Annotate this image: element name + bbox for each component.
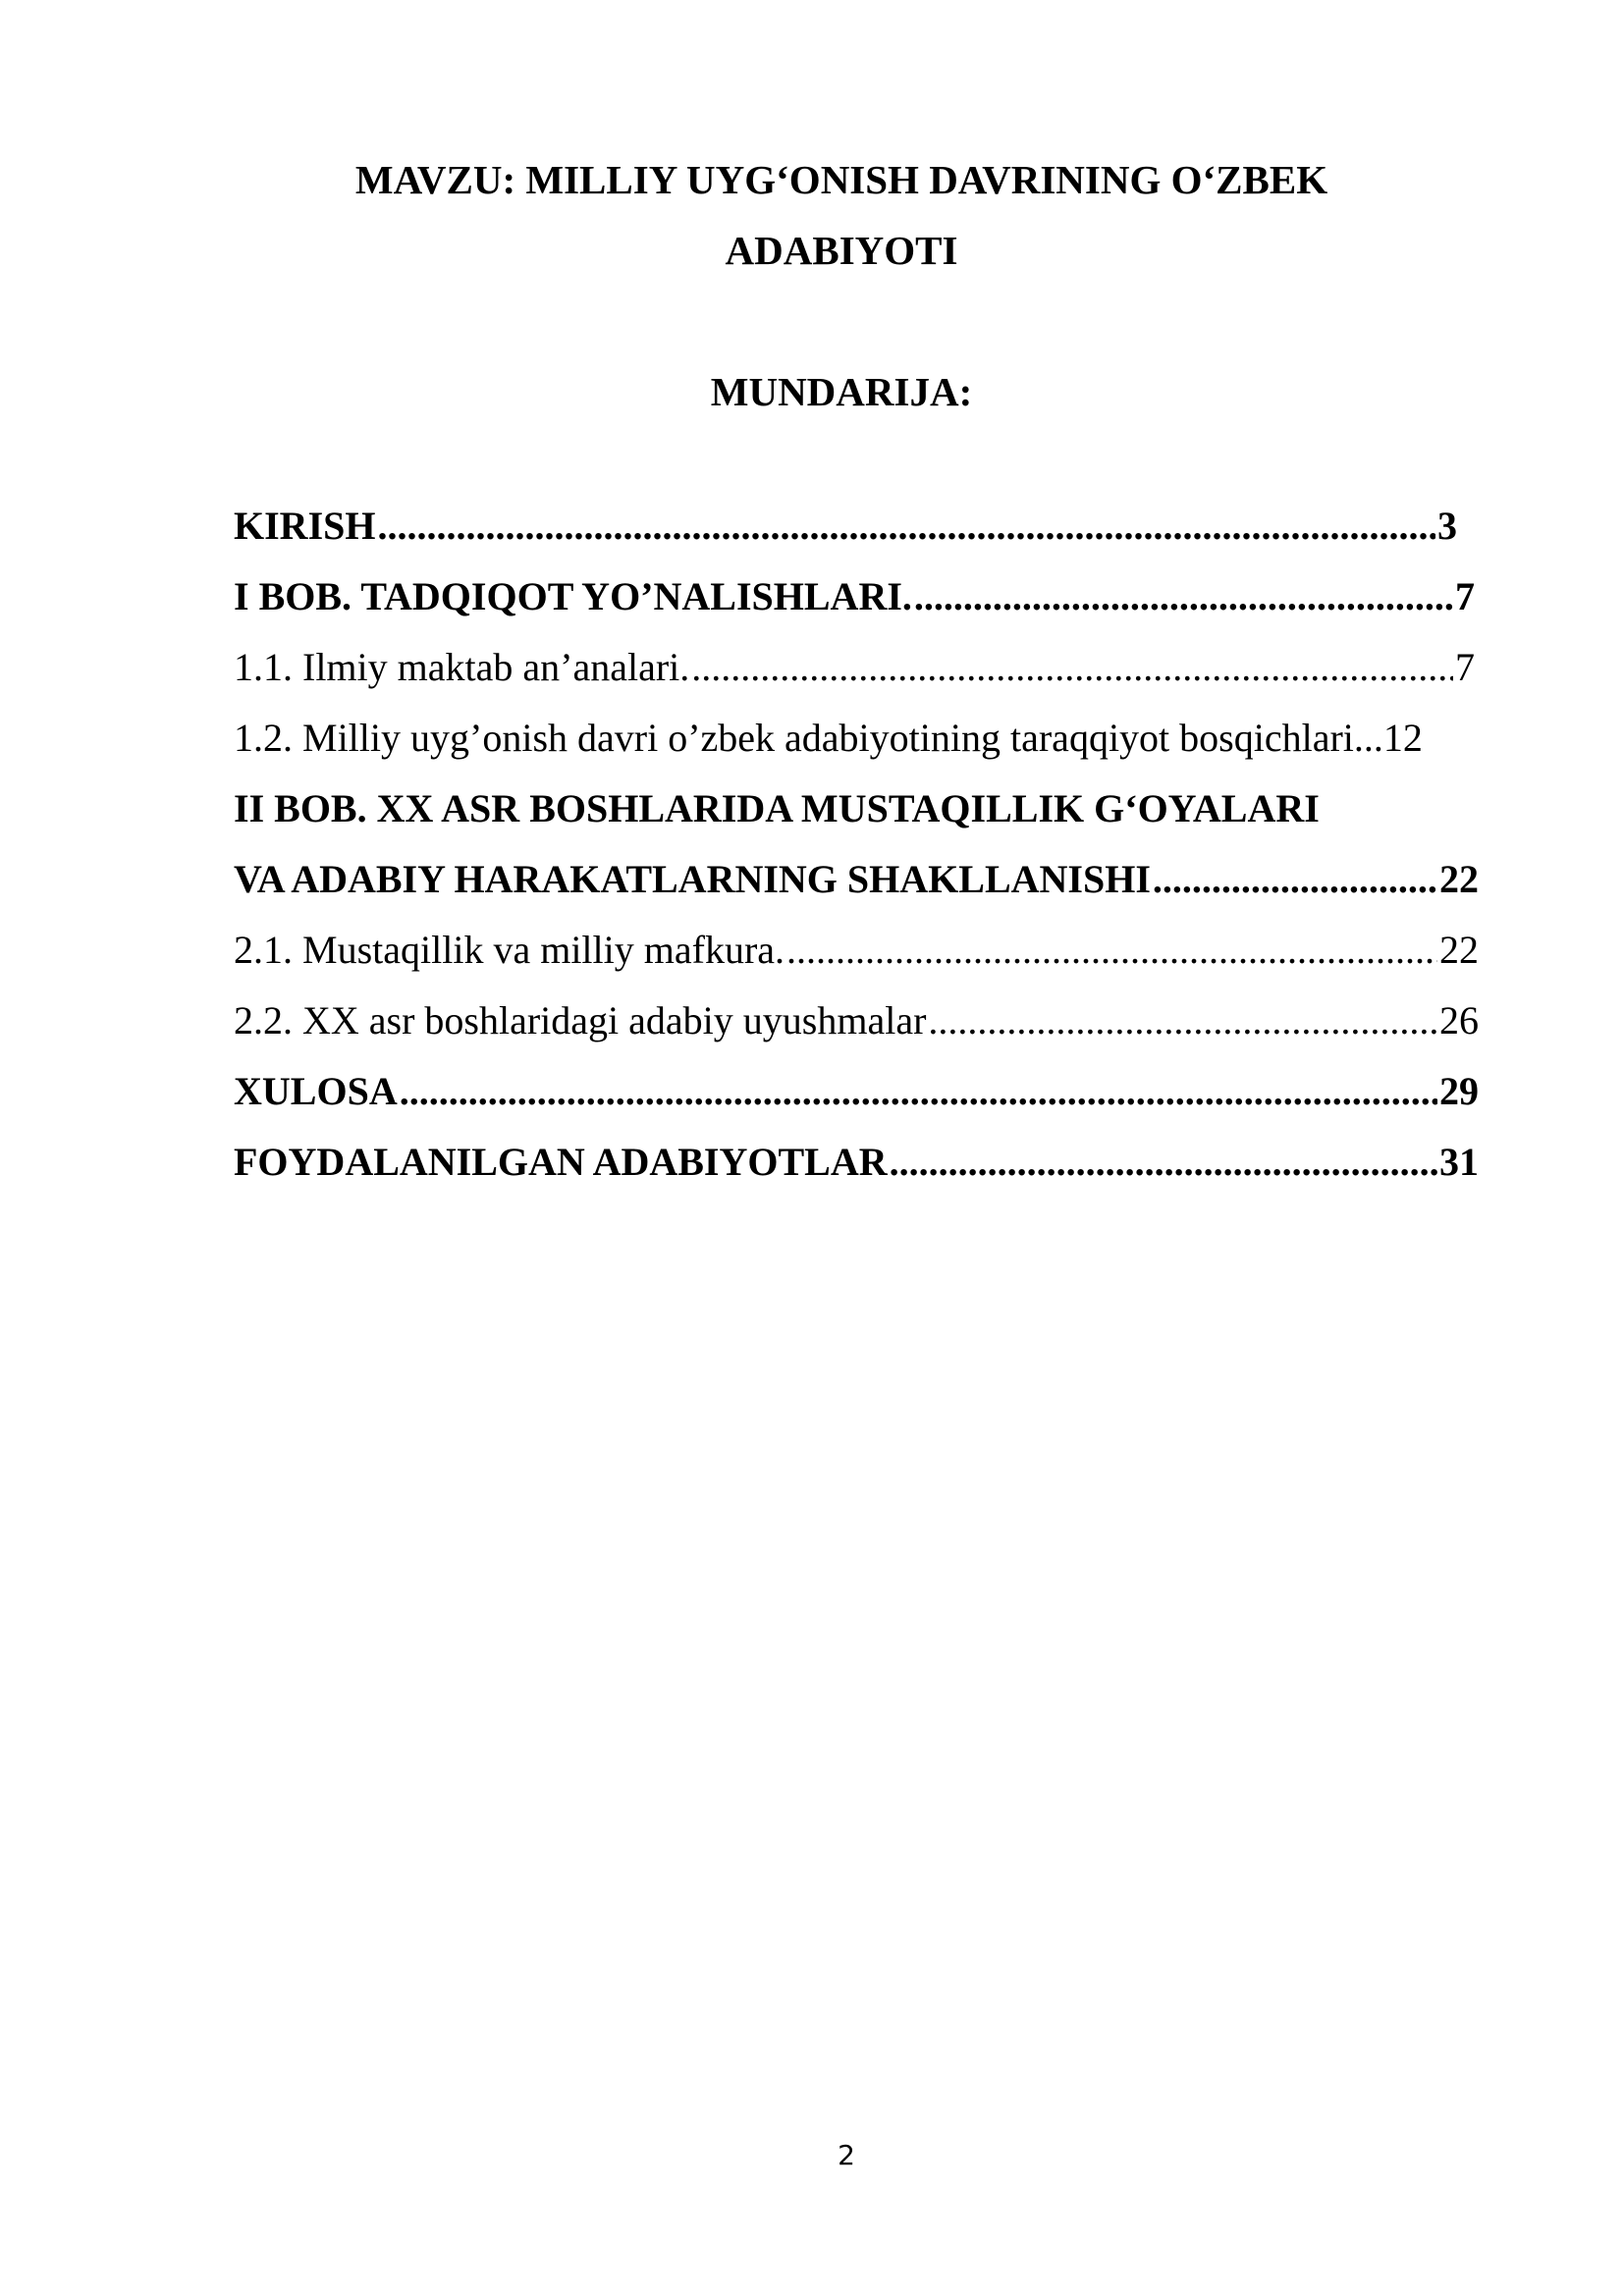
document-title-line-2: ADABIYOTI: [725, 228, 958, 273]
toc-entry-kirish[interactable]: [234, 499, 1457, 554]
toc-entry-page: 29: [1439, 1069, 1479, 1113]
contents-heading: MUNDARIJA:: [710, 369, 973, 414]
toc-entry-page: 7: [1455, 574, 1475, 618]
toc-entry-page: 22: [1439, 857, 1479, 901]
document-title-line-1: MAVZU: MILLIY UYG‘ONISH DAVRINING O‘ZBEK: [354, 157, 1328, 202]
toc-entry-label: 1.1. Ilmiy maktab an’analari.: [234, 645, 690, 689]
dot-leader: [1153, 852, 1437, 907]
toc-entry-label: KIRISH: [234, 504, 376, 548]
dot-leader: [928, 993, 1437, 1048]
dot-leader: [378, 499, 1436, 554]
toc-entry-page: 3: [1437, 504, 1457, 548]
toc-entry-chapter-2[interactable]: [234, 852, 1479, 907]
dot-leader: [786, 923, 1437, 978]
toc-entry-chapter-1[interactable]: [234, 569, 1475, 624]
toc-entry-references[interactable]: [234, 1135, 1479, 1190]
toc-entry-page-number: 12: [1382, 716, 1423, 760]
toc-entry-label: 1.2. Milliy uyg’onish davri o’zbek adabiyotining taraqqiyot bosqichlari: [234, 716, 1354, 760]
toc-entry-page: 26: [1439, 998, 1479, 1042]
toc-entry-label: I BOB. TADQIQOT YO’NALISHLARI.: [234, 574, 912, 618]
toc-entry-label: II BOB. XX ASR BOSHLARIDA MUSTAQILLIK G‘OYALARI: [234, 786, 1320, 830]
toc-entry-page: 22: [1439, 928, 1479, 972]
dot-leader: [691, 640, 1453, 695]
toc-entry-page: 31: [1439, 1140, 1479, 1184]
toc-entry-1-1[interactable]: [234, 640, 1475, 695]
toc-entry-label: 2.2. XX asr boshlaridagi adabiy uyushmalar: [234, 998, 927, 1042]
toc-entry-label: VA ADABIY HARAKATLARNING SHAKLLANISHI: [234, 857, 1151, 901]
page-number: 2: [838, 2139, 855, 2171]
toc-entry-2-1[interactable]: [234, 923, 1479, 978]
toc-entry-page: 7: [1455, 645, 1475, 689]
toc-entry-chapter-2-line-1[interactable]: [234, 781, 1479, 836]
toc-entry-1-2[interactable]: [234, 711, 1479, 766]
toc-entry-label: XULOSA: [234, 1069, 398, 1113]
dot-leader: [890, 1135, 1437, 1190]
toc-entry-xulosa[interactable]: [234, 1064, 1479, 1119]
dot-leader: [914, 569, 1453, 624]
toc-entry-label: FOYDALANILGAN ADABIYOTLAR: [234, 1140, 888, 1184]
toc-entry-label: 2.1. Mustaqillik va milliy mafkura.: [234, 928, 785, 972]
toc-entry-2-2[interactable]: [234, 993, 1479, 1048]
dot-leader: [400, 1064, 1437, 1119]
toc-entry-page: ...12: [1353, 716, 1423, 760]
